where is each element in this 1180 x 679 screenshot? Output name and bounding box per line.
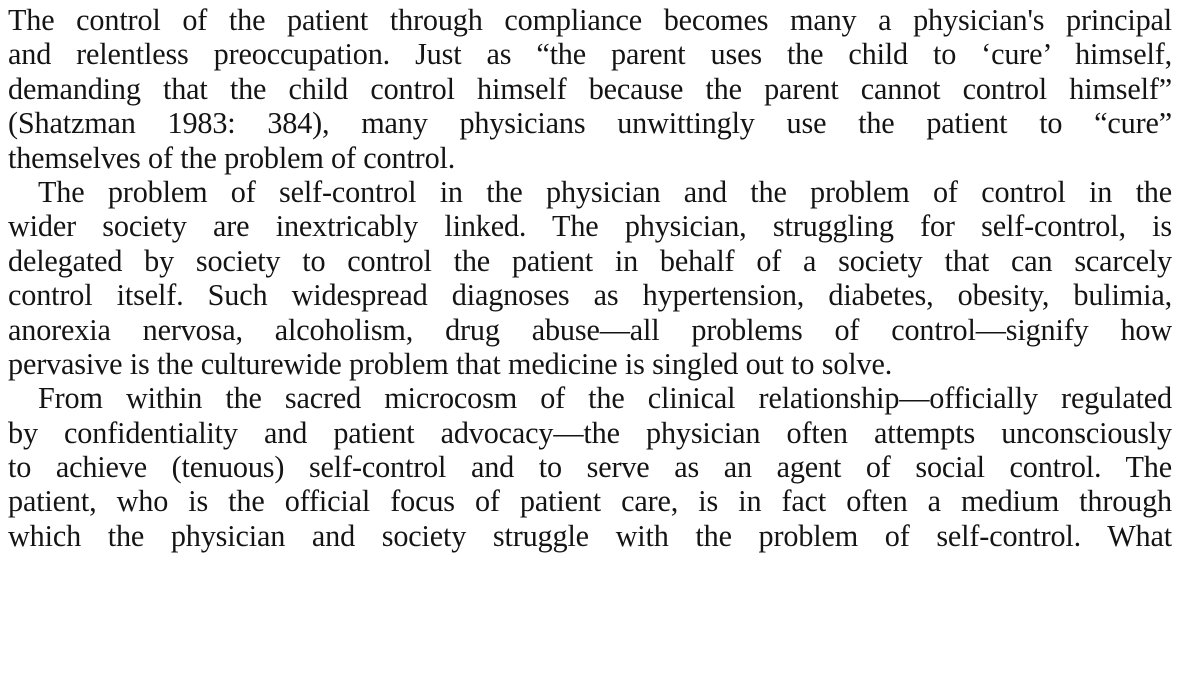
text-line: demanding that the child control himself because the parent cannot control himself” — [8, 71, 1172, 106]
text-line: by confidentiality and patient advocacy—the physician often attempts unconsciously — [8, 415, 1172, 450]
paragraph-3 — [8, 381, 1172, 553]
text-line: themselves of the problem of control. — [8, 140, 456, 175]
text-line: From within the sacred microcosm of the clinical relationship—officially regulated — [38, 381, 1172, 416]
text-line: pervasive is the culturewide problem that medicine is singled out to solve. — [8, 346, 893, 381]
text-line: The problem of self-control in the physician and the problem of control in the — [38, 174, 1172, 209]
text-line: to achieve (tenuous) self-control and to serve as an agent of social control. The — [8, 450, 1172, 485]
paragraph-2 — [8, 175, 1172, 381]
text-line: delegated by society to control the patient in behalf of a society that can scarcely — [8, 243, 1172, 278]
text-line: and relentless preoccupation. Just as “the parent uses the child to ‘cure’ himself, — [8, 37, 1172, 72]
paragraph-1 — [8, 3, 1172, 175]
text-line: wider society are inextricably linked. The physician, struggling for self-control, is — [8, 209, 1172, 244]
text-line: The control of the patient through compliance becomes many a physician's principal — [8, 3, 1172, 37]
text-line: which the physician and society struggle with the problem of self-control. What — [8, 518, 1172, 553]
text-line: (Shatzman 1983: 384), many physicians unwittingly use the patient to “cure” — [8, 106, 1172, 141]
text-line: anorexia nervosa, alcoholism, drug abuse—all problems of control—signify how — [8, 312, 1172, 347]
text-line: patient, who is the official focus of patient care, is in fact often a medium through — [8, 484, 1172, 519]
document-page — [8, 3, 1172, 679]
text-line: control itself. Such widespread diagnoses as hypertension, diabetes, obesity, bulimia, — [8, 278, 1172, 313]
